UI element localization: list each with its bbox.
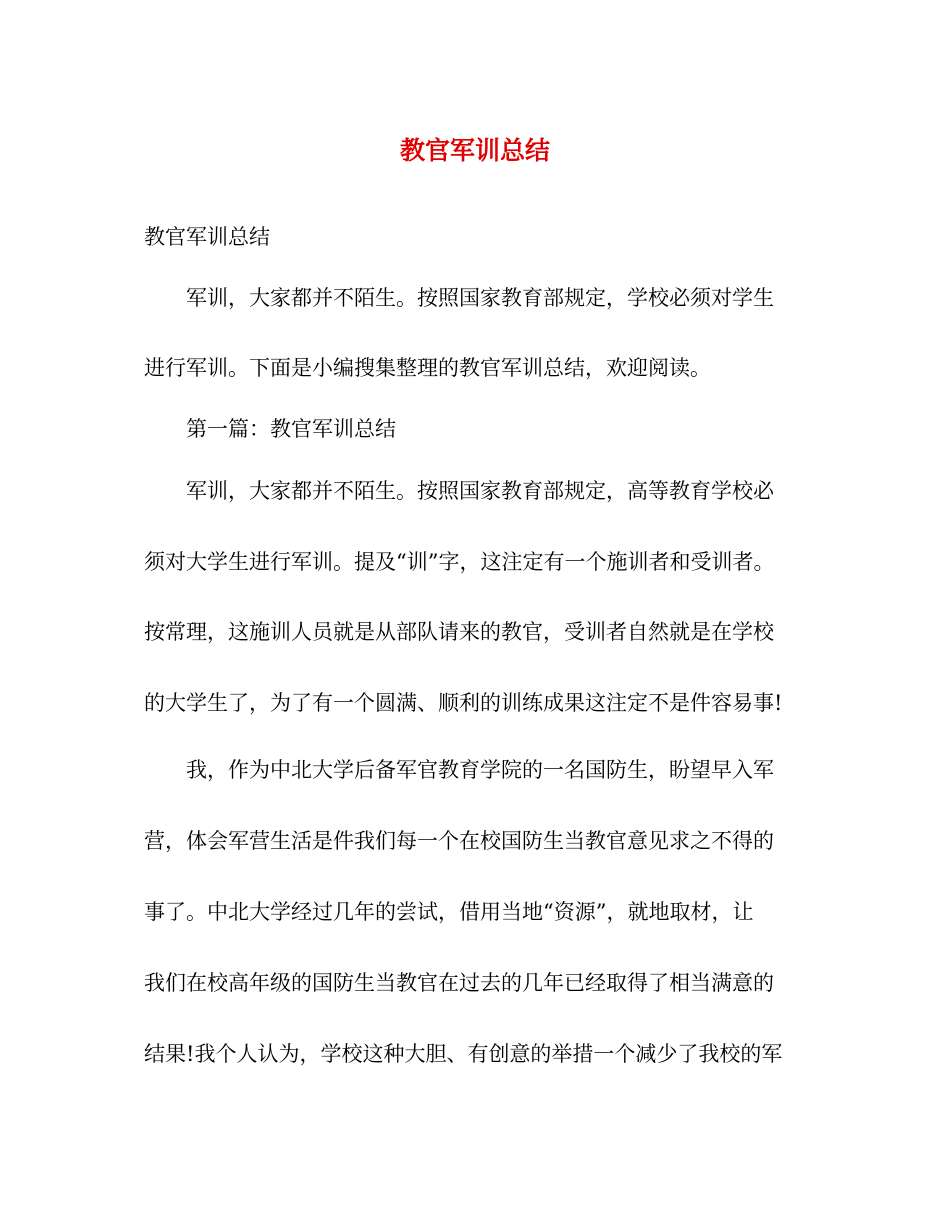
paragraph-line: 军训，大家都并不陌生。按照国家教育部规定，高等教育学校必 bbox=[186, 479, 774, 503]
paragraph-line: 进行军训。下面是小编搜集整理的教官军训总结，欢迎阅读。 bbox=[144, 356, 711, 380]
paragraph-line: 的大学生了，为了有一个圆满、顺利的训练成果这注定不是件容易事! bbox=[144, 691, 783, 715]
paragraph-line: 营，体会军营生活是件我们每一个在校国防生当教官意见求之不得的 bbox=[144, 829, 774, 853]
section-heading: 第一篇：教官军训总结 bbox=[186, 417, 396, 441]
paragraph-line: 军训，大家都并不陌生。按照国家教育部规定，学校必须对学生 bbox=[186, 286, 774, 310]
paragraph-line: 我，作为中北大学后备军官教育学院的一名国防生，盼望早入军 bbox=[186, 758, 774, 782]
paragraph-line: 我们在校高年级的国防生当教官在过去的几年已经取得了相当满意的 bbox=[144, 971, 774, 995]
subtitle-line: 教官军训总结 bbox=[144, 225, 270, 249]
paragraph-line: 按常理，这施训人员就是从部队请来的教官，受训者自然就是在学校 bbox=[144, 620, 774, 644]
paragraph-line: 事了。中北大学经过几年的尝试，借用当地“资源”，就地取材，让 bbox=[144, 900, 754, 924]
paragraph-line: 须对大学生进行军训。提及“训”字，这注定有一个施训者和受训者。 bbox=[144, 550, 775, 574]
document-title: 教官军训总结 bbox=[399, 136, 550, 165]
paragraph-line: 结果!我个人认为，学校这种大胆、有创意的举措一个减少了我校的军 bbox=[144, 1042, 783, 1066]
